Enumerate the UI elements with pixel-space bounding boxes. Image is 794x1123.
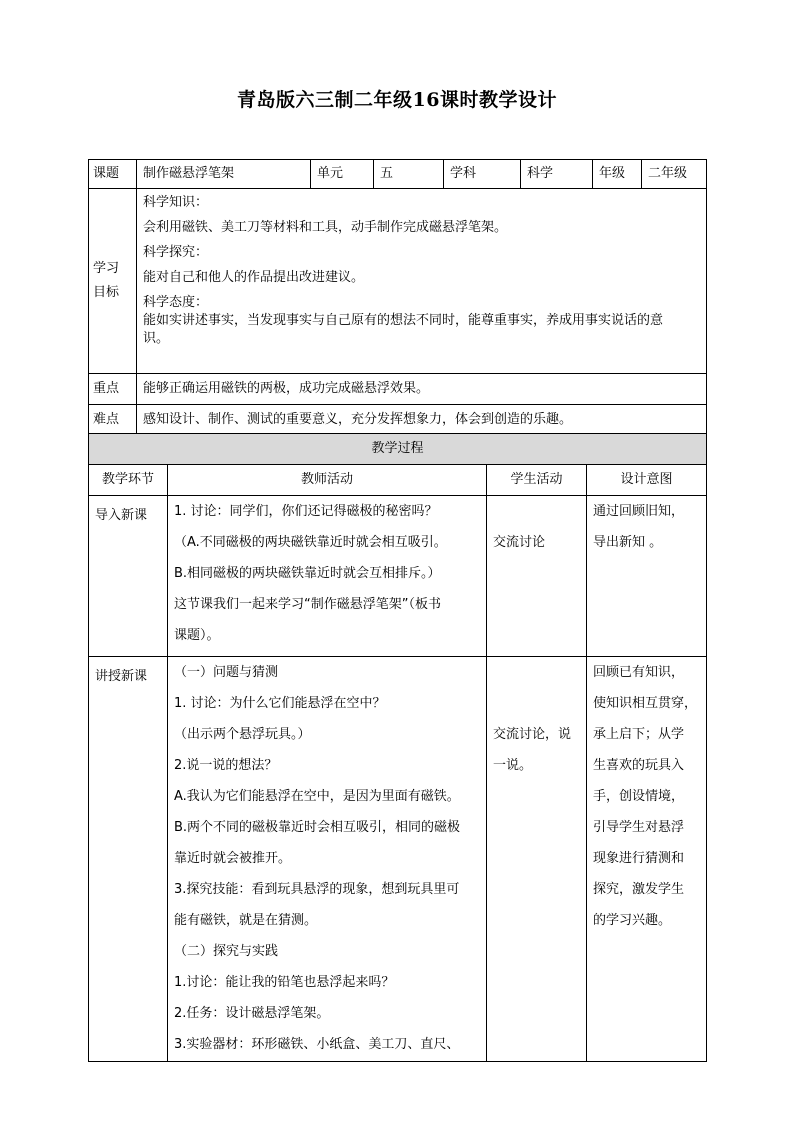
student-line: 交流讨论 — [493, 535, 546, 550]
unit-value: 五 — [374, 160, 444, 189]
attitude-title: 科学态度： — [143, 295, 209, 310]
intent-line: 引导学生对悬浮 — [593, 820, 685, 835]
teacher-line: B.两个不同的磁极靠近时会相互吸引，相同的磁极 — [174, 820, 461, 835]
teacher-line: 靠近时就会被推开。 — [174, 851, 292, 866]
student-line — [493, 688, 580, 719]
intent-line: 的学习兴趣。 — [593, 913, 672, 928]
intent-line: 探究，激发学生 — [593, 882, 685, 897]
objectives-label-line2: 目标 — [93, 285, 120, 300]
stage-cell — [89, 657, 168, 1062]
subject-value: 科学 — [521, 160, 593, 189]
teaching-process-table — [88, 433, 707, 1062]
teacher-activity-cell — [168, 496, 487, 657]
knowledge-title: 科学知识： — [143, 195, 209, 210]
teacher-line: 3.探究技能：看到玩具悬浮的现象，想到玩具里可 — [174, 882, 460, 897]
knowledge-text: 会利用磁铁、美工刀等材料和工具，动手制作完成磁悬浮笔架。 — [143, 220, 508, 235]
attitude-text-line2: 识。 — [143, 331, 170, 346]
key-point-label: 重点 — [89, 374, 137, 405]
teacher-line: （二）探究与实践 — [174, 944, 279, 959]
intent-line: 导出新知 。 — [593, 535, 663, 550]
col-stage-header: 教学环节 — [89, 465, 168, 496]
topic-value: 制作磁悬浮笔架 — [137, 160, 311, 189]
student-line — [493, 496, 580, 527]
key-point-text: 能够正确运用磁铁的两极，成功完成磁悬浮效果。 — [137, 374, 707, 405]
objectives-content — [137, 189, 707, 374]
attitude-text-line1: 能如实讲述事实，当发现事实与自己原有的想法不同时，能尊重事实，养成用事实说话的意 — [143, 313, 664, 328]
process-heading-row — [89, 434, 707, 465]
intent-line: 现象进行猜测和 — [593, 851, 685, 866]
design-intent-cell — [587, 496, 707, 657]
student-line — [493, 657, 580, 688]
teacher-line: 1.讨论：能让我的铅笔也悬浮起来吗？ — [174, 975, 395, 990]
document-title: 青岛版六三制二年级16课时教学设计 — [237, 89, 557, 111]
student-line: 一说。 — [493, 758, 533, 773]
inquiry-title: 科学探究： — [143, 245, 209, 260]
teacher-line: 1. 讨论：为什么它们能悬浮在空中？ — [174, 696, 386, 711]
teacher-line: 3.实验器材：环形磁铁、小纸盒、美工刀、直尺、 — [174, 1037, 460, 1052]
difficulty-row — [89, 405, 707, 436]
col-student-header: 学生活动 — [487, 465, 587, 496]
teacher-line: （A.不同磁极的两块磁铁靠近时就会相互吸引。 — [174, 535, 447, 550]
teacher-line: 1. 讨论：同学们，你们还记得磁极的秘密吗？ — [174, 504, 438, 519]
grade-value: 二年级 — [642, 160, 707, 189]
design-intent-cell — [587, 657, 707, 1062]
process-column-headers — [89, 465, 707, 496]
unit-label: 单元 — [311, 160, 374, 189]
topic-label: 课题 — [89, 160, 137, 189]
student-line: 交流讨论，说 — [493, 727, 572, 742]
stage-label: 导入新课 — [95, 508, 148, 523]
stage-cell — [89, 496, 168, 657]
intent-line: 承上启下；从学 — [593, 727, 685, 742]
col-intent-header: 设计意图 — [587, 465, 707, 496]
process-row-lecture — [89, 657, 707, 1062]
teacher-line: 2.说一说的想法？ — [174, 758, 278, 773]
difficulty-label: 难点 — [89, 405, 137, 436]
header-row — [89, 160, 707, 189]
objectives-row — [89, 189, 707, 374]
teacher-line: 能有磁铁，就是在猜测。 — [174, 913, 318, 928]
intent-line: 回顾已有知识， — [593, 665, 685, 680]
objectives-label — [89, 189, 137, 374]
objectives-label-line1: 学习 — [93, 261, 120, 276]
student-activity-cell — [487, 657, 587, 1062]
teacher-line: （出示两个悬浮玩具。） — [174, 727, 311, 742]
teacher-line: 课题）。 — [174, 628, 220, 643]
teacher-line: 2.任务：设计磁悬浮笔架。 — [174, 1006, 330, 1021]
grade-label: 年级 — [593, 160, 642, 189]
teacher-activity-cell — [168, 657, 487, 1062]
intent-line: 手，创设情境， — [593, 789, 685, 804]
subject-label: 学科 — [444, 160, 521, 189]
intent-line: 通过回顾旧知， — [593, 504, 685, 519]
inquiry-text: 能对自己和他人的作品提出改进建议。 — [143, 270, 365, 285]
process-heading: 教学过程 — [89, 434, 707, 465]
teacher-line: B.相同磁极的两块磁铁靠近时就会互相排斥。） — [174, 566, 441, 581]
col-teacher-header: 教师活动 — [168, 465, 487, 496]
lesson-info-table — [88, 159, 707, 436]
teacher-line: 这节课我们一起来学习“制作磁悬浮笔架”（板书 — [174, 597, 441, 612]
intent-line: 生喜欢的玩具入 — [593, 758, 685, 773]
teacher-line: （一）问题与猜测 — [174, 665, 279, 680]
teacher-line: A.我认为它们能悬浮在空中，是因为里面有磁铁。 — [174, 789, 460, 804]
student-activity-cell — [487, 496, 587, 657]
process-row-intro — [89, 496, 707, 657]
key-point-row — [89, 374, 707, 405]
intent-line: 使知识相互贯穿， — [593, 696, 698, 711]
difficulty-text: 感知设计、制作、测试的重要意义，充分发挥想象力，体会到创造的乐趣。 — [137, 405, 707, 436]
stage-label: 讲授新课 — [95, 669, 148, 684]
